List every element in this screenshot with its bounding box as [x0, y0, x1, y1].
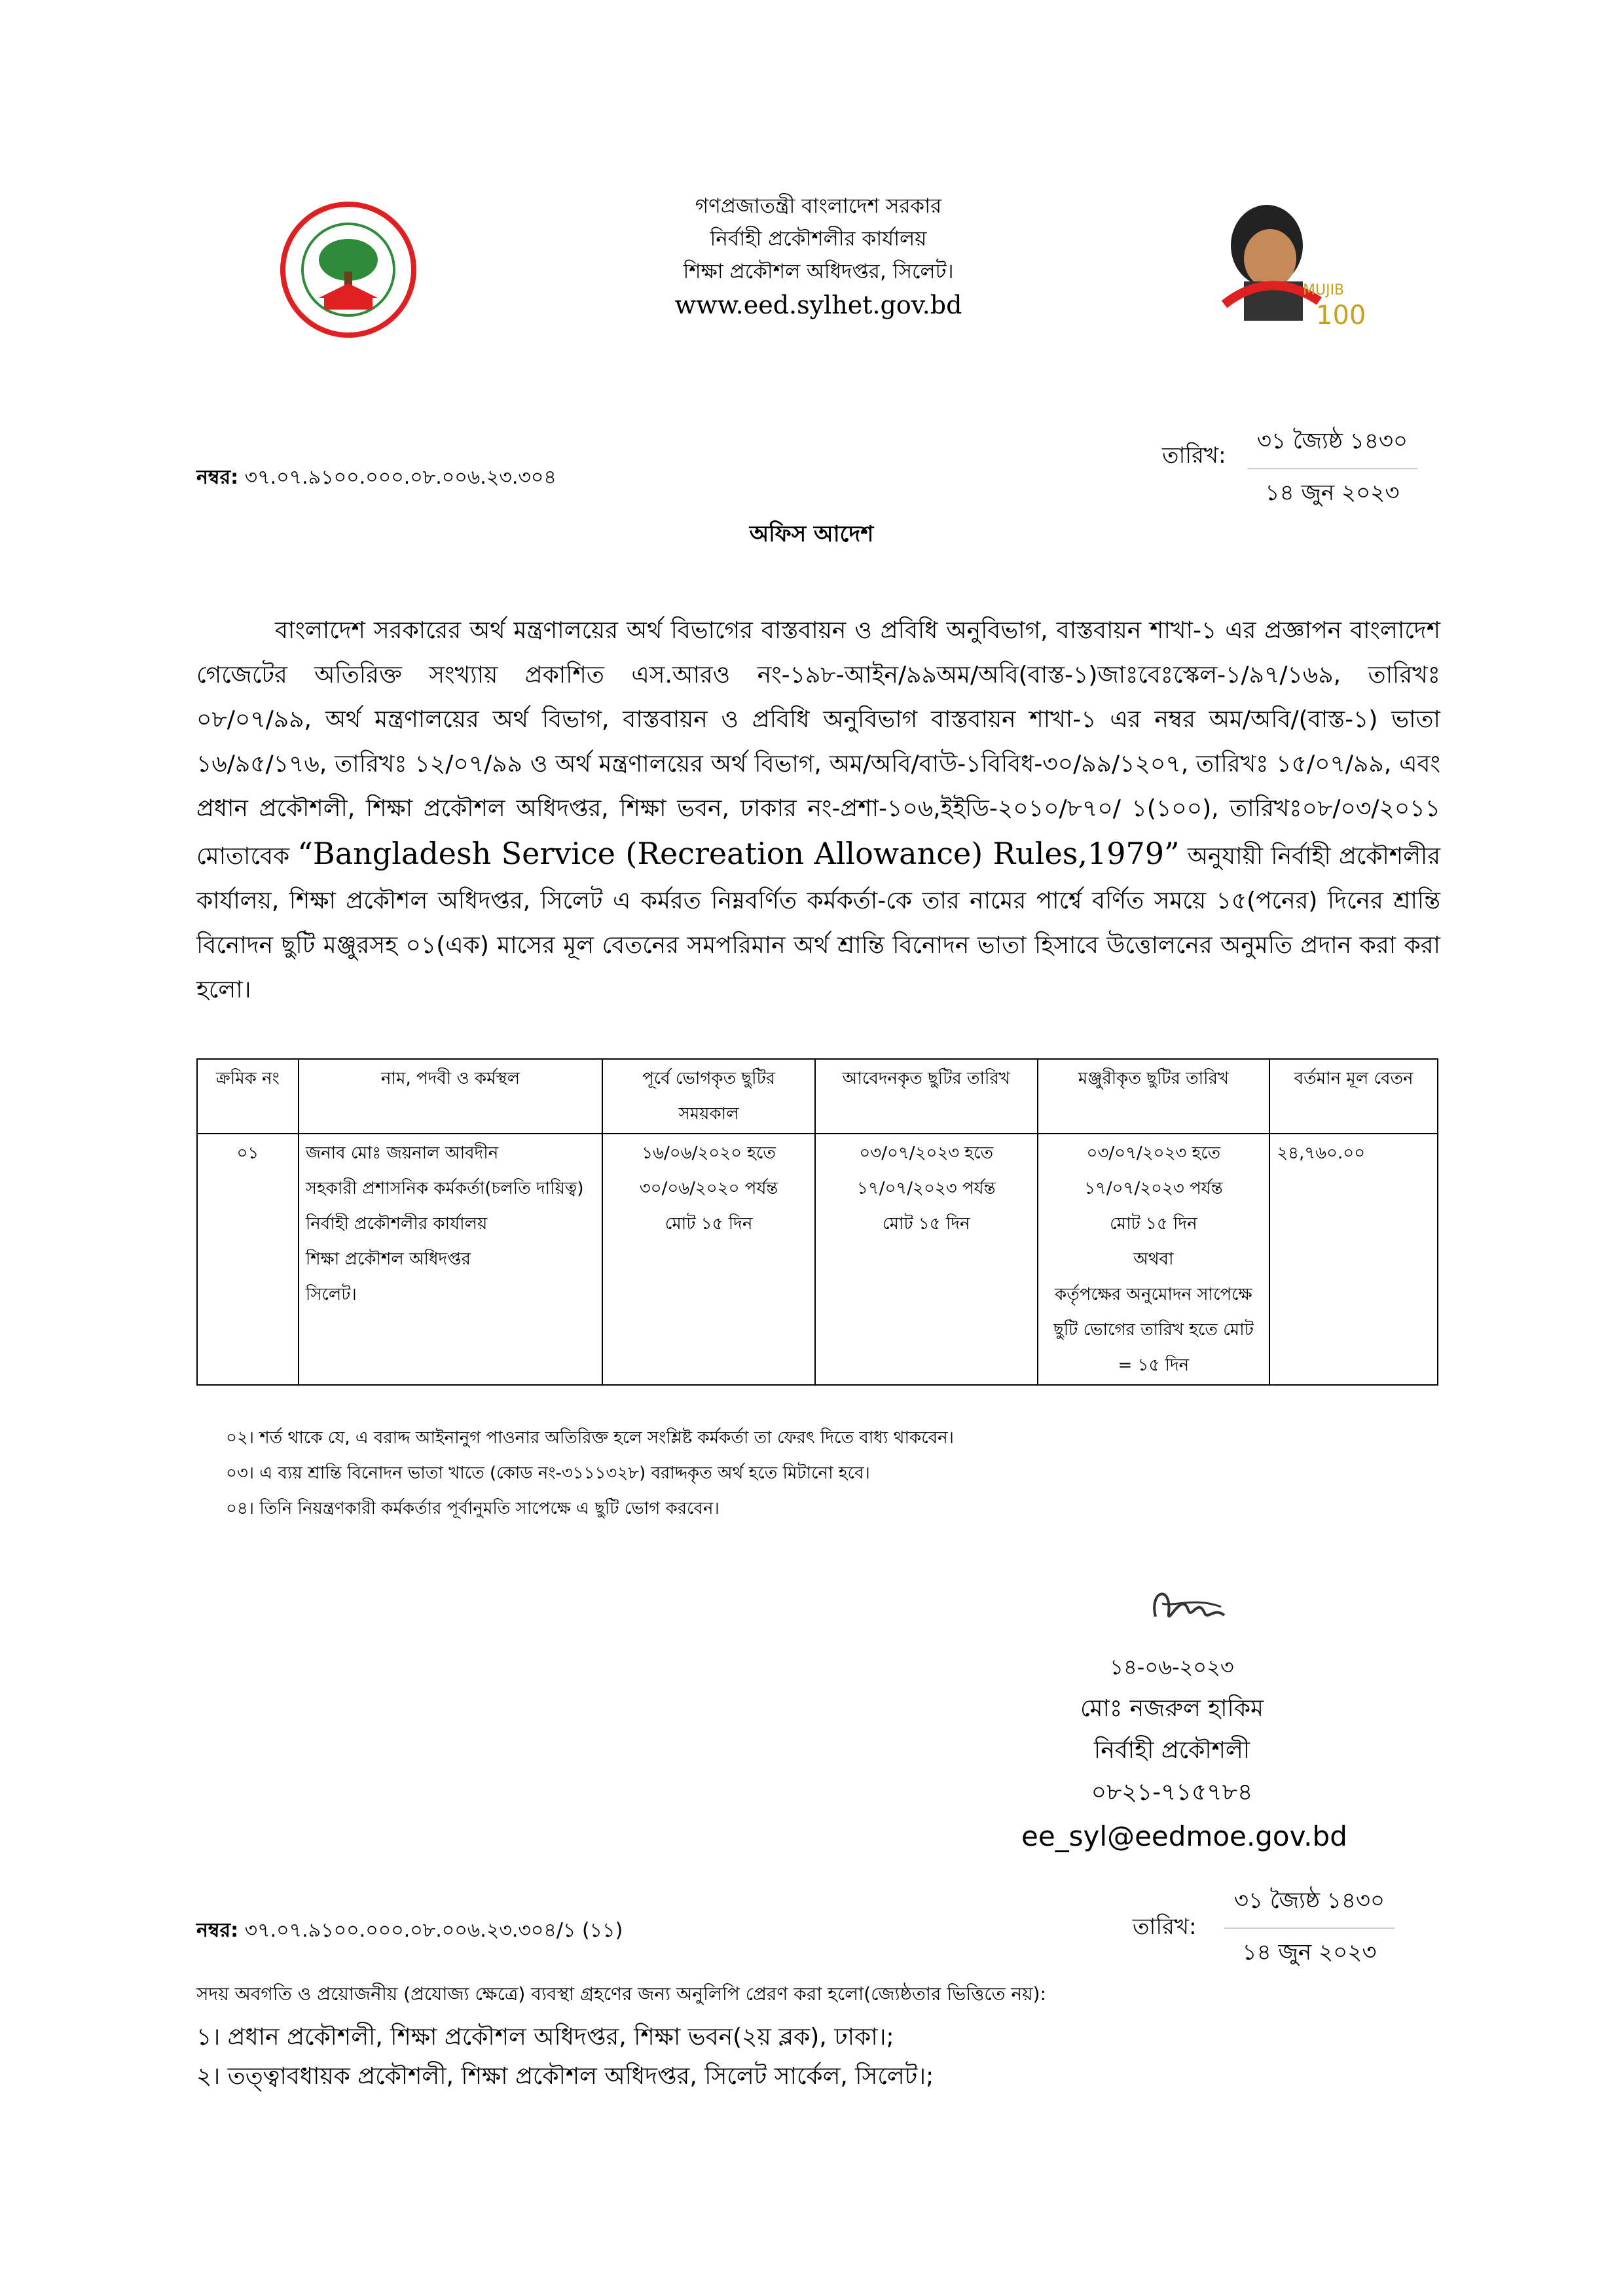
conditions-list [226, 1420, 954, 1526]
table-header-row [197, 1059, 1438, 1134]
leave-table [196, 1058, 1438, 1386]
memo-date [1247, 424, 1417, 513]
signatory-block [1021, 1577, 1347, 1859]
name-line: নির্বাহী প্রকৌশলীর কার্যালয় [305, 1214, 488, 1234]
cell-sanctioned-leave [1038, 1134, 1270, 1385]
cell-name [299, 1134, 602, 1385]
previous-line: মোট ১৫ দিন [665, 1214, 753, 1234]
sanctioned-line: ১৭/০৭/২০২৩ পর্যন্ত [1084, 1179, 1223, 1198]
date-label: তারিখ: [1162, 442, 1226, 469]
cell-previous-leave [602, 1134, 815, 1385]
sanctioned-line: মোট ১৫ দিন [1110, 1214, 1197, 1234]
cell-serial: ০১ [197, 1134, 299, 1385]
office-name: নির্বাহী প্রকৌশলীর কার্যালয় [710, 227, 927, 251]
applied-line: মোট ১৫ দিন [882, 1214, 970, 1234]
document-title: অফিস আদেশ [749, 521, 874, 547]
sanctioned-line: ০৩/০৭/২০২৩ হতে [1086, 1143, 1221, 1163]
copy-memo-number-value: ৩৭.০৭.৯১০০.০০০.০৮.০০৬.২৩.৩০৪/১ (১১) [244, 1919, 623, 1942]
copy-date-bangla: ৩১ জ্যৈষ্ঠ ১৪৩০ [1224, 1884, 1395, 1929]
date-bangla: ৩১ জ্যৈষ্ঠ ১৪৩০ [1247, 424, 1417, 469]
memo-number-label: নম্বর: [196, 466, 239, 489]
govt-name: গণপ্রজাতন্ত্রী বাংলাদেশ সরকার [695, 194, 942, 218]
copy-recipient: ১। প্রধান প্রকৌশলী, শিক্ষা প্রকৌশল অধিদপ্তর, শিক্ষা ভবন(২য় ব্লক), ঢাকা।; [196, 2024, 894, 2051]
col-basic-salary: বর্তমান মূল বেতন [1269, 1059, 1438, 1134]
education-logo [278, 200, 419, 340]
sanctioned-line: কর্তৃপক্ষের অনুমোদন সাপেক্ষে [1055, 1285, 1252, 1304]
sign-date: ১৪-০৬-২০২৩ [1110, 1655, 1234, 1679]
copy-memo-date [1224, 1884, 1395, 1973]
body-part-2: অনুযায়ী নির্বাহী প্রকৌশলীর কার্যালয়, শিক্ষা প্রকৌশল অধিদপ্তর, সিলেট এ কর্মরত নিম্নবর্ণিত কর্মকর্তা-কে তার নামের পার্শ্বে বর্ণিত সময়ে ১৫(পনের) দিনের শ্রান্তি বিনোদন ছুটি মঞ্জুরসহ ০১(এক) মাসের মূল বেতনের সমপরিমান অর্থ শ্রান্তি বিনোদন ভাতা হিসাবে উত্তোলনের অনুমতি প্রদান করা করা হলো। [196, 843, 1440, 1003]
name-line: শিক্ষা প্রকৌশল অধিদপ্তর [305, 1249, 471, 1269]
body-part-1: বাংলাদেশ সরকারের অর্থ মন্ত্রণালয়ের অর্থ বিভাগের বাস্তবায়ন ও প্রবিধি অনুবিভাগ, বাস্তবায়ন শাখা-১ এর প্রজ্ঞাপন বাংলাদেশ গেজেটের অতিরিক্ত সংখ্যায় প্রকাশিত এস.আরও নং-১৯৮-আইন/৯৯অম/অবি(বাস্ত-১)জাঃবেঃস্কেল-১/৯৭/১৬৯, তারিখঃ ০৮/০৭/৯৯, অর্থ মন্ত্রণালয়ের অর্থ বিভাগ, বাস্তবায়ন ও প্রবিধি অনুবিভাগ বাস্তবায়ন শাখা-১ এর নম্বর অম/অবি/(বাস্ত-১) ভাতা ১৬/৯৫/১৭৬, তারিখঃ ১২/০৭/৯৯ ও অর্থ মন্ত্রণালয়ের অর্থ বিভাগ, অম/অবি/বাউ-১বিবিধ-৩০/৯৯/১২০৭, তারিখঃ ১৫/০৭/৯৯, এবং প্রধান প্রকৌশলী, শিক্ষা প্রকৌশল অধিদপ্তর, শিক্ষা ভবন, ঢাকার নং-প্রশা-১০৬,ইইডি-২০১০/৮৭০/ ১(১০০), তারিখঃ০৮/০৩/২০১১ মোতাবেক [196, 617, 1440, 870]
name-line: জনাব মোঃ জয়নাল আবদীন [305, 1143, 499, 1163]
copy-date-english: ১৪ জুন ২০২৩ [1242, 1939, 1377, 1965]
memo-number [196, 461, 556, 495]
copy-intro: সদয় অবগতি ও প্রয়োজনীয় (প্রযোজ্য ক্ষেত্রে) ব্যবস্থা গ্রহণের জন্য অনুলিপি প্রেরণ করা হলো(জ্যেষ্ঠতার ভিত্তিতে নয়): [196, 1983, 1046, 2005]
svg-text:MUJIB: MUJIB [1303, 282, 1345, 298]
signatory-phone: ০৮২১-৭১৫৭৮৪ [1091, 1779, 1253, 1806]
sanctioned-line: = ১৫ দিন [1118, 1355, 1190, 1375]
cell-basic-salary: ২৪,৭৬০.০০ [1269, 1134, 1438, 1385]
date-english: ১৪ জুন ২০২৩ [1265, 480, 1400, 506]
svg-text:100: 100 [1316, 300, 1366, 331]
col-name: নাম, পদবী ও কর্মস্থল [299, 1059, 602, 1134]
mujib-100-logo [1205, 190, 1366, 331]
condition-item: ০২। শর্ত থাকে যে, এ বরাদ্দ আইনানুগ পাওনার অতিরিক্ত হলে সংশ্লিষ্ট কর্মকর্তা তা ফেরৎ দিতে বাধ্য থাকবেন। [226, 1428, 954, 1448]
previous-line: ৩০/০৬/২০২০ পর্যন্ত [639, 1179, 778, 1198]
applied-line: ১৭/০৭/২০২৩ পর্যন্ত [856, 1179, 996, 1198]
col-previous-leave: পূর্বে ভোগকৃত ছুটির সময়কাল [602, 1059, 815, 1134]
applied-line: ০৩/০৭/২০২৩ হতে [859, 1143, 994, 1163]
signatory-designation: নির্বাহী প্রকৌশলী [1093, 1737, 1250, 1764]
condition-item: ০৪। তিনি নিয়ন্ত্রণকারী কর্মকর্তার পূর্বানুমতি সাপেক্ষে এ ছুটি ভোগ করবেন। [226, 1499, 720, 1518]
cell-applied-leave [815, 1134, 1038, 1385]
sanctioned-line: ছুটি ভোগের তারিখ হতে মোট [1053, 1320, 1254, 1340]
col-applied-leave: আবেদনকৃত ছুটির তারিখ [815, 1059, 1038, 1134]
copy-memo-number-label: নম্বর: [196, 1919, 239, 1942]
name-line: সহকারী প্রশাসনিক কর্মকর্তা(চলতি দায়িত্ব) [305, 1179, 584, 1198]
signatory-email[interactable]: ee_syl@eedmoe.gov.bd [1021, 1820, 1347, 1852]
office-header [589, 190, 1048, 322]
copy-date-label: তারিখ: [1133, 1914, 1197, 1940]
table-row [197, 1134, 1438, 1385]
order-body [196, 609, 1440, 1013]
memo-number-value: ৩৭.০৭.৯১০০.০০০.০৮.০০৬.২৩.৩০৪ [244, 466, 556, 489]
name-line: সিলেট। [305, 1285, 357, 1304]
department-name: শিক্ষা প্রকৌশল অধিদপ্তর, সিলেট। [683, 260, 954, 283]
sanctioned-line: অথবা [1133, 1249, 1174, 1269]
copy-recipient: ২। তত্ত্বাবধায়ক প্রকৌশলী, শিক্ষা প্রকৌশল অধিদপ্তর, সিলেট সার্কেল, সিলেট।; [196, 2063, 934, 2090]
previous-line: ১৬/০৬/২০২০ হতে [642, 1143, 776, 1163]
signatory-name: মোঃ নজরুল হাকিম [1080, 1695, 1264, 1722]
rules-name: “Bangladesh Service (Recreation Allowance) Rules,1979” [297, 836, 1180, 871]
condition-item: ০৩। এ ব্যয় শ্রান্তি বিনোদন ভাতা খাতে (কোড নং-৩১১১৩২৮) বরাদ্দকৃত অর্থ হতে মিটানো হবে। [226, 1463, 870, 1483]
copy-memo-number [196, 1914, 623, 1948]
website-link[interactable]: www.eed.sylhet.gov.bd [674, 291, 962, 319]
col-sanctioned-leave: মঞ্জুরীকৃত ছুটির তারিখ [1038, 1059, 1270, 1134]
col-serial: ক্রমিক নং [197, 1059, 299, 1134]
